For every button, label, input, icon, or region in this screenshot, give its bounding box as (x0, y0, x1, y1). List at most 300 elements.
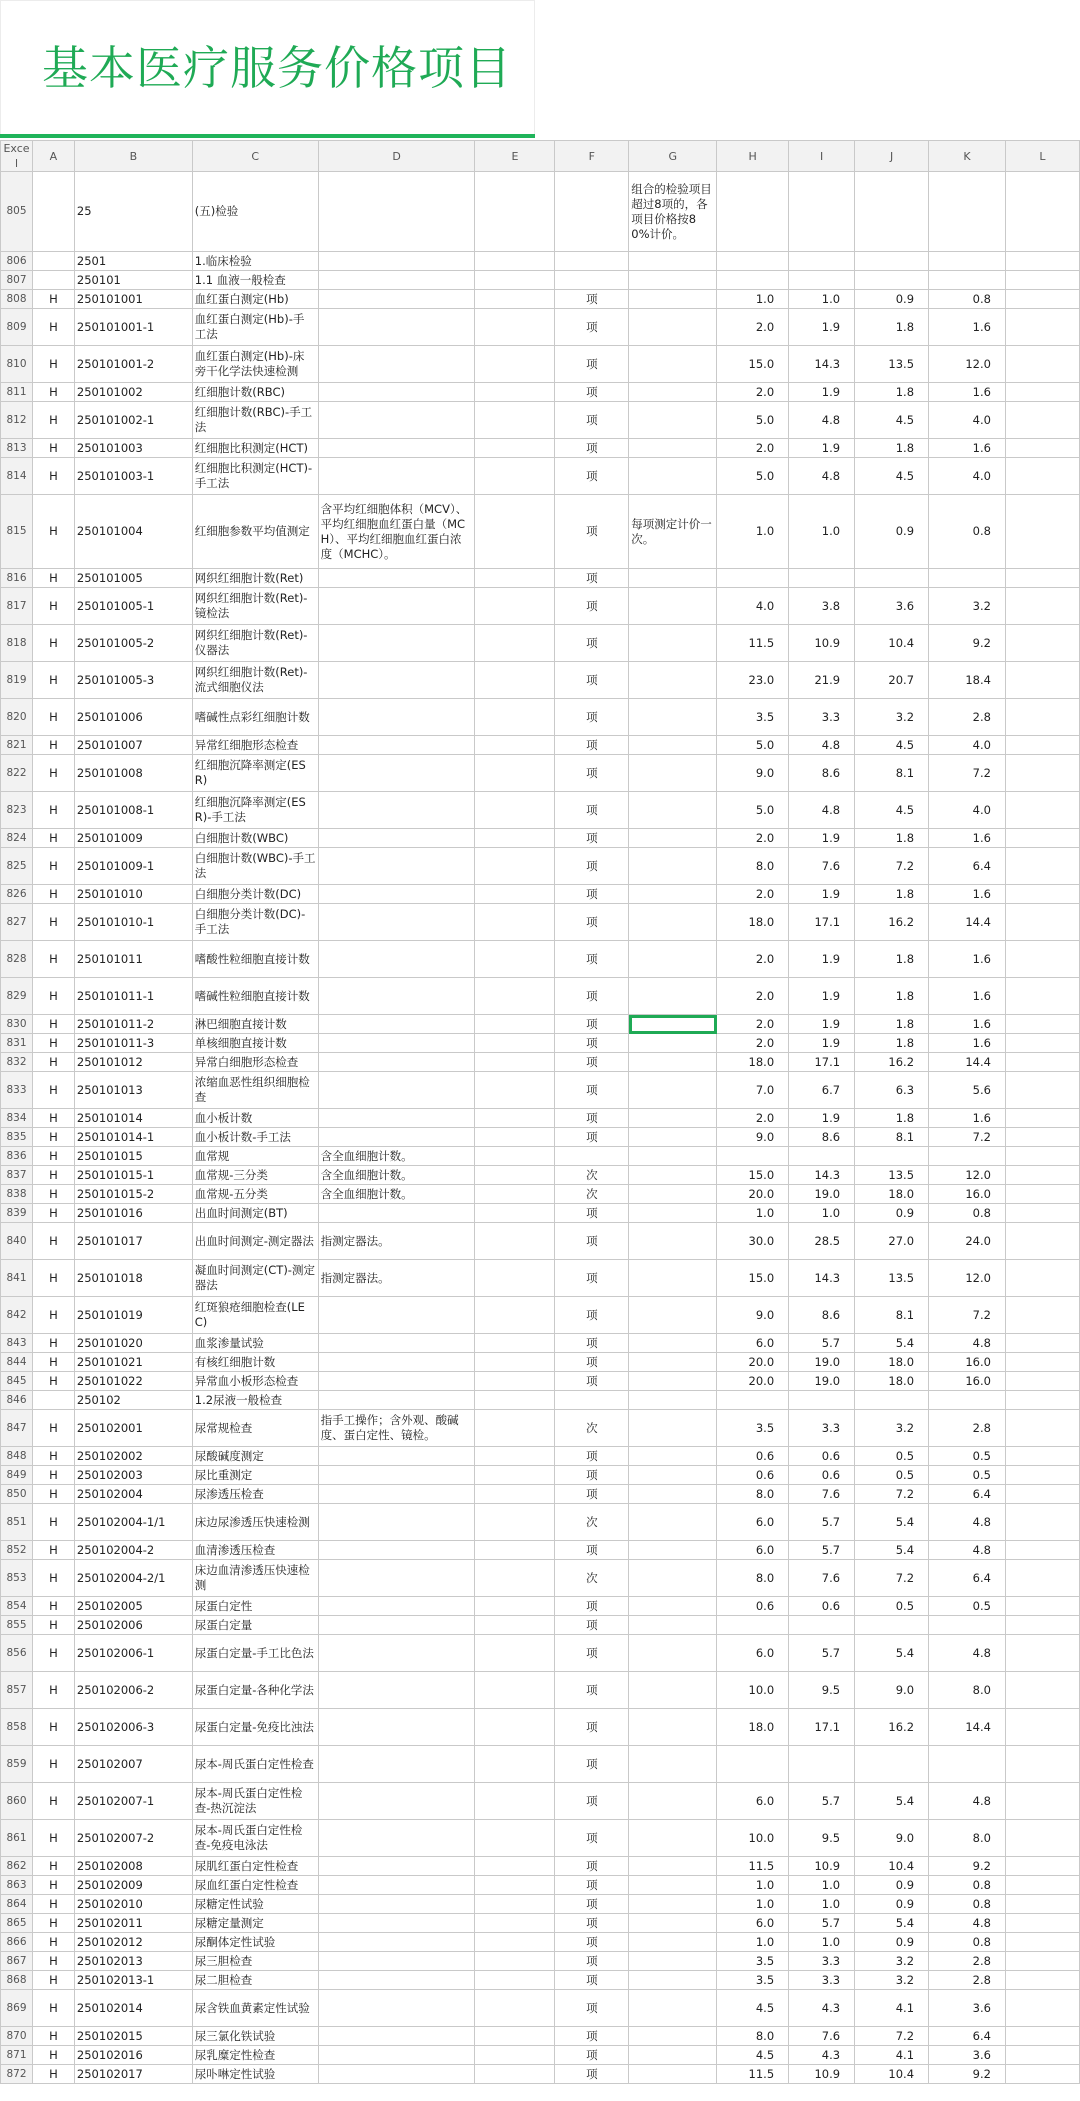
cell[interactable]: 6.7 (789, 1072, 855, 1109)
cell[interactable]: 14.3 (789, 1166, 855, 1185)
row-number[interactable]: 868 (1, 1971, 33, 1990)
cell[interactable]: H (32, 1990, 74, 2027)
cell[interactable]: 12.0 (929, 346, 1006, 383)
cell[interactable] (475, 1353, 555, 1372)
cell[interactable]: 血清渗透压检查 (192, 1541, 318, 1560)
cell[interactable]: 项 (555, 402, 629, 439)
cell[interactable]: H (32, 904, 74, 941)
cell[interactable]: 异常红细胞形态检查 (192, 736, 318, 755)
cell[interactable]: 尿蛋白定性 (192, 1597, 318, 1616)
cell[interactable] (1005, 402, 1079, 439)
cell[interactable] (475, 1204, 555, 1223)
cell[interactable] (1005, 346, 1079, 383)
cell[interactable]: 项 (555, 588, 629, 625)
cell[interactable] (318, 1466, 475, 1485)
cell[interactable] (1005, 885, 1079, 904)
cell[interactable]: 18.0 (855, 1353, 929, 1372)
cell[interactable]: 1.0 (789, 290, 855, 309)
cell[interactable] (475, 1820, 555, 1857)
cell[interactable]: 白细胞分类计数(DC) (192, 885, 318, 904)
cell[interactable]: 项 (555, 885, 629, 904)
cell[interactable]: 尿蛋白定量-免疫比浊法 (192, 1709, 318, 1746)
row-number[interactable]: 860 (1, 1783, 33, 1820)
cell[interactable] (475, 1783, 555, 1820)
cell[interactable]: H (32, 625, 74, 662)
cell[interactable]: 250102004-1/1 (74, 1504, 192, 1541)
cell[interactable]: 2.0 (717, 1015, 789, 1034)
cell[interactable] (475, 1334, 555, 1353)
cell[interactable]: 5.7 (789, 1914, 855, 1933)
cell[interactable] (475, 662, 555, 699)
cell[interactable]: 250102013 (74, 1952, 192, 1971)
cell[interactable]: H (32, 792, 74, 829)
cell[interactable]: 4.8 (789, 402, 855, 439)
cell[interactable]: 项 (555, 1297, 629, 1334)
cell[interactable]: 250102003 (74, 1466, 192, 1485)
cell[interactable] (629, 588, 717, 625)
cell[interactable]: 项 (555, 1015, 629, 1034)
cell[interactable]: 血红蛋白测定(Hb)-手工法 (192, 309, 318, 346)
row-number[interactable]: 848 (1, 1447, 33, 1466)
cell[interactable]: 250101001 (74, 290, 192, 309)
cell[interactable]: 4.5 (717, 2046, 789, 2065)
cell[interactable]: 7.6 (789, 2027, 855, 2046)
cell[interactable]: 1.0 (717, 1876, 789, 1895)
cell[interactable]: 0.5 (929, 1597, 1006, 1616)
cell[interactable] (475, 2027, 555, 2046)
cell[interactable] (318, 1746, 475, 1783)
cell[interactable]: H (32, 1204, 74, 1223)
cell[interactable] (789, 1616, 855, 1635)
cell[interactable]: H (32, 1709, 74, 1746)
cell[interactable]: 项 (555, 2046, 629, 2065)
cell[interactable]: 8.0 (717, 1560, 789, 1597)
cell[interactable] (1005, 1447, 1079, 1466)
cell[interactable]: 14.4 (929, 904, 1006, 941)
row-number[interactable]: 831 (1, 1034, 33, 1053)
cell[interactable]: 1.0 (717, 1204, 789, 1223)
cell[interactable] (629, 1072, 717, 1109)
cell[interactable]: 250102002 (74, 1447, 192, 1466)
cell[interactable]: 0.6 (717, 1466, 789, 1485)
cell[interactable]: 有核红细胞计数 (192, 1353, 318, 1372)
cell[interactable]: H (32, 1560, 74, 1597)
cell[interactable]: 23.0 (717, 662, 789, 699)
cell[interactable] (629, 1297, 717, 1334)
cell[interactable] (855, 271, 929, 290)
cell[interactable]: 250102014 (74, 1990, 192, 2027)
cell[interactable] (629, 402, 717, 439)
cell[interactable] (629, 1672, 717, 1709)
cell[interactable]: H (32, 1857, 74, 1876)
cell[interactable]: 30.0 (717, 1223, 789, 1260)
cell[interactable] (717, 569, 789, 588)
cell[interactable]: 次 (555, 1410, 629, 1447)
cell[interactable] (629, 252, 717, 271)
cell[interactable] (1005, 1672, 1079, 1709)
cell[interactable]: 嗜碱性点彩红细胞计数 (192, 699, 318, 736)
cell[interactable]: 红斑狼疮细胞检查(LEC) (192, 1297, 318, 1334)
row-number[interactable]: 846 (1, 1391, 33, 1410)
cell[interactable]: H (32, 1597, 74, 1616)
cell[interactable]: 250102008 (74, 1857, 192, 1876)
cell[interactable]: 250101006 (74, 699, 192, 736)
cell[interactable]: 尿三氯化铁试验 (192, 2027, 318, 2046)
cell[interactable]: 项 (555, 1820, 629, 1857)
row-number[interactable]: 857 (1, 1672, 33, 1709)
cell[interactable]: 1.6 (929, 439, 1006, 458)
cell[interactable]: 组合的检验项目超过8项的，各项目价格按80%计价。 (629, 172, 717, 252)
cell[interactable]: 1.8 (855, 941, 929, 978)
cell[interactable]: 血常规-五分类 (192, 1185, 318, 1204)
cell[interactable] (717, 252, 789, 271)
cell[interactable] (855, 569, 929, 588)
cell[interactable] (1005, 1990, 1079, 2027)
cell[interactable]: 250101009 (74, 829, 192, 848)
cell[interactable] (475, 1072, 555, 1109)
cell[interactable]: 250101015 (74, 1147, 192, 1166)
cell[interactable] (475, 755, 555, 792)
cell[interactable]: H (32, 1372, 74, 1391)
cell[interactable]: H (32, 495, 74, 569)
cell[interactable]: 2.0 (717, 1034, 789, 1053)
cell[interactable] (1005, 1053, 1079, 1072)
cell[interactable]: 1.8 (855, 1015, 929, 1034)
cell[interactable] (1005, 1952, 1079, 1971)
row-number[interactable]: 841 (1, 1260, 33, 1297)
cell[interactable]: 0.8 (929, 1204, 1006, 1223)
cell[interactable]: 1.8 (855, 309, 929, 346)
cell[interactable]: 14.4 (929, 1053, 1006, 1072)
cell[interactable]: 6.0 (717, 1635, 789, 1672)
cell[interactable] (1005, 569, 1079, 588)
cell[interactable] (318, 1616, 475, 1635)
cell[interactable]: 3.2 (855, 1952, 929, 1971)
cell[interactable] (318, 1504, 475, 1541)
cell[interactable] (1005, 699, 1079, 736)
cell[interactable]: 3.3 (789, 699, 855, 736)
cell[interactable]: 7.2 (855, 1485, 929, 1504)
cell[interactable] (475, 1185, 555, 1204)
cell[interactable] (1005, 904, 1079, 941)
cell[interactable]: 尿肌红蛋白定性检查 (192, 1857, 318, 1876)
cell[interactable]: H (32, 1541, 74, 1560)
cell[interactable]: 项 (555, 1053, 629, 1072)
row-number[interactable]: 840 (1, 1223, 33, 1260)
cell[interactable]: H (32, 1260, 74, 1297)
cell[interactable] (855, 1616, 929, 1635)
cell[interactable]: 1.9 (789, 1034, 855, 1053)
cell[interactable] (929, 1147, 1006, 1166)
cell[interactable] (717, 1616, 789, 1635)
cell[interactable]: 1.6 (929, 885, 1006, 904)
cell[interactable]: 6.4 (929, 1485, 1006, 1504)
cell[interactable]: 250101 (74, 271, 192, 290)
cell[interactable]: 红细胞比积测定(HCT) (192, 439, 318, 458)
cell[interactable] (1005, 383, 1079, 402)
cell[interactable]: 4.0 (717, 588, 789, 625)
cell[interactable]: H (32, 1147, 74, 1166)
cell[interactable]: H (32, 1914, 74, 1933)
cell[interactable] (475, 1876, 555, 1895)
cell[interactable]: 项 (555, 2027, 629, 2046)
cell[interactable] (629, 1109, 717, 1128)
cell[interactable]: 含全血细胞计数。 (318, 1185, 475, 1204)
cell[interactable]: 项 (555, 1353, 629, 1372)
cell[interactable]: 7.2 (929, 1128, 1006, 1147)
cell[interactable]: H (32, 1466, 74, 1485)
cell[interactable] (318, 569, 475, 588)
cell[interactable] (475, 1053, 555, 1072)
cell[interactable] (475, 1914, 555, 1933)
row-number[interactable]: 866 (1, 1933, 33, 1952)
cell[interactable]: 项 (555, 1128, 629, 1147)
row-number[interactable]: 843 (1, 1334, 33, 1353)
cell[interactable] (629, 1746, 717, 1783)
cell[interactable]: 9.5 (789, 1672, 855, 1709)
cell[interactable] (475, 1166, 555, 1185)
cell[interactable] (1005, 1260, 1079, 1297)
cell[interactable] (789, 1746, 855, 1783)
cell[interactable] (475, 1015, 555, 1034)
cell[interactable]: 床边血清渗透压快速检测 (192, 1560, 318, 1597)
cell[interactable] (1005, 1109, 1079, 1128)
cell[interactable]: 14.4 (929, 1709, 1006, 1746)
cell[interactable]: H (32, 1223, 74, 1260)
cell[interactable]: 18.0 (717, 1709, 789, 1746)
cell[interactable]: H (32, 1353, 74, 1372)
cell[interactable]: 1.6 (929, 1109, 1006, 1128)
cell[interactable]: 250102006-1 (74, 1635, 192, 1672)
cell[interactable] (1005, 271, 1079, 290)
cell[interactable]: 0.8 (929, 290, 1006, 309)
column-header[interactable]: A (32, 141, 74, 172)
cell[interactable]: 3.2 (855, 1410, 929, 1447)
cell[interactable]: 5.4 (855, 1914, 929, 1933)
row-number[interactable]: 844 (1, 1353, 33, 1372)
cell[interactable] (629, 346, 717, 383)
cell[interactable]: 项 (555, 1876, 629, 1895)
cell[interactable] (475, 1485, 555, 1504)
cell[interactable]: 3.3 (789, 1971, 855, 1990)
cell[interactable]: 6.4 (929, 848, 1006, 885)
cell[interactable] (1005, 625, 1079, 662)
cell[interactable] (318, 1709, 475, 1746)
cell[interactable]: 250101012 (74, 1053, 192, 1072)
cell[interactable]: 0.5 (855, 1597, 929, 1616)
cell[interactable]: 次 (555, 1166, 629, 1185)
cell[interactable]: 250101017 (74, 1223, 192, 1260)
cell[interactable] (318, 625, 475, 662)
cell[interactable] (318, 1933, 475, 1952)
cell[interactable]: 250101001-2 (74, 346, 192, 383)
cell[interactable]: 6.0 (717, 1504, 789, 1541)
cell[interactable]: 250101004 (74, 495, 192, 569)
cell[interactable] (1005, 1223, 1079, 1260)
cell[interactable]: 250101002 (74, 383, 192, 402)
cell[interactable] (1005, 1709, 1079, 1746)
cell[interactable]: 1.0 (717, 1895, 789, 1914)
cell[interactable] (475, 1297, 555, 1334)
cell[interactable]: 浓缩血恶性组织细胞检查 (192, 1072, 318, 1109)
cell[interactable]: 250101002-1 (74, 402, 192, 439)
cell[interactable]: 项 (555, 1746, 629, 1783)
cell[interactable]: 19.0 (789, 1353, 855, 1372)
cell[interactable]: H (32, 1072, 74, 1109)
cell[interactable] (318, 829, 475, 848)
cell[interactable] (475, 309, 555, 346)
cell[interactable] (32, 1391, 74, 1410)
cell[interactable] (475, 290, 555, 309)
row-number[interactable]: 864 (1, 1895, 33, 1914)
cell[interactable]: 4.8 (789, 458, 855, 495)
cell[interactable]: 4.3 (789, 1990, 855, 2027)
cell[interactable] (475, 941, 555, 978)
cell[interactable] (1005, 1933, 1079, 1952)
row-number[interactable]: 827 (1, 904, 33, 941)
cell[interactable]: H (32, 290, 74, 309)
cell[interactable] (629, 1015, 717, 1034)
cell[interactable]: 1.临床检验 (192, 252, 318, 271)
cell[interactable]: 网织红细胞计数(Ret)-仪器法 (192, 625, 318, 662)
row-number[interactable]: 821 (1, 736, 33, 755)
cell[interactable]: H (32, 662, 74, 699)
cell[interactable] (318, 1672, 475, 1709)
column-header[interactable]: F (555, 141, 629, 172)
row-number[interactable]: 858 (1, 1709, 33, 1746)
cell[interactable] (318, 1971, 475, 1990)
cell[interactable]: 5.4 (855, 1334, 929, 1353)
cell[interactable] (318, 2065, 475, 2084)
cell[interactable] (1005, 1410, 1079, 1447)
cell[interactable]: 项 (555, 1857, 629, 1876)
cell[interactable] (475, 172, 555, 252)
row-number[interactable]: 836 (1, 1147, 33, 1166)
row-number[interactable]: 808 (1, 290, 33, 309)
cell[interactable] (629, 1914, 717, 1933)
cell[interactable]: 0.9 (855, 1204, 929, 1223)
cell[interactable]: 16.0 (929, 1185, 1006, 1204)
cell[interactable] (789, 271, 855, 290)
cell[interactable]: H (32, 1933, 74, 1952)
cell[interactable] (629, 625, 717, 662)
cell[interactable]: 8.6 (789, 1297, 855, 1334)
cell[interactable] (1005, 290, 1079, 309)
cell[interactable]: 21.9 (789, 662, 855, 699)
cell[interactable]: 项 (555, 1072, 629, 1109)
cell[interactable] (1005, 1895, 1079, 1914)
cell[interactable]: 19.0 (789, 1372, 855, 1391)
cell[interactable] (629, 792, 717, 829)
cell[interactable]: 10.9 (789, 1857, 855, 1876)
cell[interactable]: H (32, 1109, 74, 1128)
cell[interactable]: 2.0 (717, 829, 789, 848)
cell[interactable]: 10.4 (855, 2065, 929, 2084)
cell[interactable] (855, 1147, 929, 1166)
cell[interactable] (475, 1260, 555, 1297)
cell[interactable] (629, 1128, 717, 1147)
cell[interactable] (32, 252, 74, 271)
cell[interactable] (1005, 1015, 1079, 1034)
cell[interactable]: 16.0 (929, 1353, 1006, 1372)
cell[interactable] (629, 1616, 717, 1635)
cell[interactable]: 1.6 (929, 941, 1006, 978)
cell[interactable]: 250102016 (74, 2046, 192, 2065)
cell[interactable]: 项 (555, 1447, 629, 1466)
cell[interactable]: 3.5 (717, 1410, 789, 1447)
cell[interactable]: 13.5 (855, 1260, 929, 1297)
cell[interactable]: 0.6 (789, 1466, 855, 1485)
cell[interactable] (318, 1635, 475, 1672)
cell[interactable] (318, 1015, 475, 1034)
cell[interactable] (318, 252, 475, 271)
cell[interactable] (1005, 1541, 1079, 1560)
cell[interactable]: H (32, 309, 74, 346)
cell[interactable]: 5.4 (855, 1783, 929, 1820)
cell[interactable]: 1.9 (789, 1109, 855, 1128)
cell[interactable]: 血小板计数 (192, 1109, 318, 1128)
cell[interactable]: 4.5 (855, 736, 929, 755)
row-number[interactable]: 839 (1, 1204, 33, 1223)
cell[interactable]: 1.2尿液一般检查 (192, 1391, 318, 1410)
cell[interactable] (318, 1204, 475, 1223)
cell[interactable]: 24.0 (929, 1223, 1006, 1260)
cell[interactable]: 红细胞沉降率测定(ESR) (192, 755, 318, 792)
cell[interactable]: 8.0 (717, 2027, 789, 2046)
cell[interactable]: H (32, 346, 74, 383)
cell[interactable]: 4.0 (929, 458, 1006, 495)
row-number[interactable]: 817 (1, 588, 33, 625)
cell[interactable]: 项 (555, 829, 629, 848)
cell[interactable] (1005, 792, 1079, 829)
cell[interactable]: H (32, 699, 74, 736)
cell[interactable]: 4.8 (789, 792, 855, 829)
cell[interactable] (1005, 1914, 1079, 1933)
cell[interactable]: H (32, 569, 74, 588)
row-number[interactable]: 850 (1, 1485, 33, 1504)
cell[interactable] (475, 1635, 555, 1672)
cell[interactable]: 次 (555, 1504, 629, 1541)
cell[interactable] (475, 904, 555, 941)
row-number[interactable]: 810 (1, 346, 33, 383)
cell[interactable]: 1.8 (855, 439, 929, 458)
cell[interactable]: 4.8 (929, 1783, 1006, 1820)
cell[interactable]: 250101003 (74, 439, 192, 458)
cell[interactable] (629, 1485, 717, 1504)
cell[interactable] (1005, 1297, 1079, 1334)
cell[interactable] (1005, 495, 1079, 569)
cell[interactable]: H (32, 1447, 74, 1466)
cell[interactable]: 5.7 (789, 1541, 855, 1560)
cell[interactable]: 0.9 (855, 1876, 929, 1895)
cell[interactable]: 1.8 (855, 1109, 929, 1128)
cell[interactable]: 7.2 (855, 1560, 929, 1597)
cell[interactable]: 1.9 (789, 885, 855, 904)
cell[interactable] (629, 1709, 717, 1746)
row-number[interactable]: 853 (1, 1560, 33, 1597)
cell[interactable]: 尿常规检查 (192, 1410, 318, 1447)
cell[interactable] (929, 271, 1006, 290)
cell[interactable]: 8.0 (929, 1820, 1006, 1857)
cell[interactable]: 250102009 (74, 1876, 192, 1895)
cell[interactable]: 6.4 (929, 1560, 1006, 1597)
cell[interactable]: 项 (555, 1635, 629, 1672)
row-number[interactable]: 813 (1, 439, 33, 458)
cell[interactable] (629, 1820, 717, 1857)
cell[interactable] (1005, 1820, 1079, 1857)
cell[interactable] (1005, 1616, 1079, 1635)
cell[interactable]: 项 (555, 792, 629, 829)
